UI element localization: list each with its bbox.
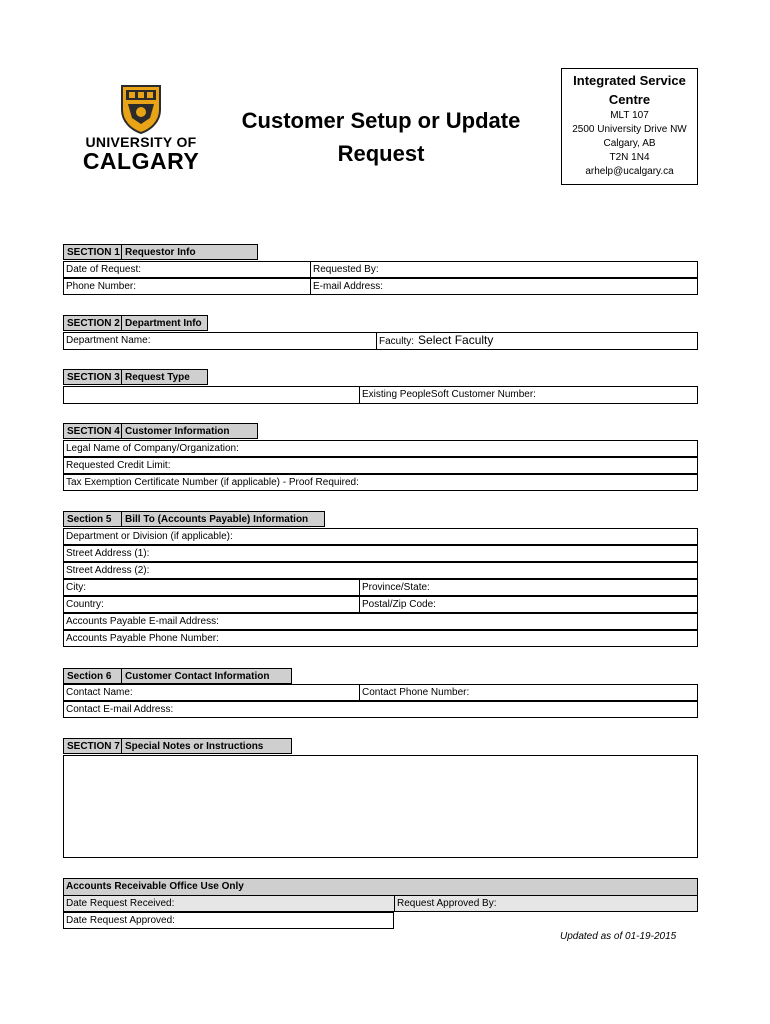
request-type-row: [63, 386, 698, 404]
tax-exemption-label: Tax Exemption Certificate Number (if applicable) - Proof Required:: [66, 477, 359, 488]
ar-approved-row: [63, 912, 394, 929]
contact-line1: MLT 107: [610, 110, 649, 121]
crest-icon: [120, 84, 162, 134]
contact-phone-field[interactable]: [359, 685, 697, 700]
contact-line4: T2N 1N4: [609, 152, 650, 163]
department-row: [63, 332, 698, 350]
city-field[interactable]: [64, 580, 359, 595]
logo-line2: CALGARY: [82, 148, 200, 174]
province-label: Province/State:: [362, 582, 430, 593]
updated-date: Updated as of 01-19-2015: [560, 931, 677, 942]
contact-heading-line1: Integrated Service: [573, 73, 686, 88]
email-address-field[interactable]: [310, 279, 697, 294]
date-of-request-field[interactable]: [64, 262, 310, 277]
contact-email[interactable]: arhelp@ucalgary.ca: [585, 166, 674, 177]
section3-name: Request Type: [125, 372, 190, 383]
section4-label: [63, 423, 258, 439]
section2-name: Department Info: [125, 318, 202, 329]
approved-by-field[interactable]: [394, 896, 697, 911]
department-division-label: Department or Division (if applicable):: [66, 531, 233, 542]
contact-email-row[interactable]: [63, 701, 698, 718]
phone-number-label: Phone Number:: [66, 281, 137, 292]
contact-name-field[interactable]: [64, 685, 359, 700]
section6-number: Section 6: [64, 669, 122, 683]
country-row: [63, 596, 698, 613]
email-address-label: E-mail Address:: [313, 281, 384, 292]
section6-label: [63, 668, 292, 684]
existing-customer-number-label: Existing PeopleSoft Customer Number:: [362, 389, 536, 400]
date-received-field[interactable]: [64, 896, 394, 911]
approved-by-label: Request Approved By:: [397, 898, 497, 909]
date-approved-field[interactable]: [64, 913, 393, 928]
section7-number: SECTION 7: [64, 739, 122, 753]
province-field[interactable]: [359, 580, 697, 595]
ap-email-row[interactable]: [63, 613, 698, 630]
ar-office-heading: Accounts Receivable Office Use Only: [63, 878, 698, 896]
section7-name: Special Notes or Instructions: [125, 741, 264, 752]
country-label: Country:: [66, 599, 104, 610]
street2-label: Street Address (2):: [66, 565, 150, 576]
date-approved-label: Date Request Approved:: [66, 915, 175, 926]
tax-exemption-row[interactable]: [63, 474, 698, 491]
contact-line2: 2500 University Drive NW: [572, 124, 687, 135]
section4-name: Customer Information: [125, 426, 230, 437]
section2-label: [63, 315, 208, 331]
request-type-field[interactable]: [64, 387, 359, 403]
section1-number: SECTION 1: [64, 245, 122, 259]
section1-name: Requestor Info: [125, 247, 196, 258]
section1-label: [63, 244, 258, 260]
contact-phone-label: Contact Phone Number:: [362, 687, 470, 698]
street2-row[interactable]: [63, 562, 698, 579]
section3-number: SECTION 3: [64, 370, 122, 384]
phone-row: [63, 278, 698, 295]
city-label: City:: [66, 582, 86, 593]
department-division-row[interactable]: [63, 528, 698, 545]
street1-label: Street Address (1):: [66, 548, 150, 559]
logo-line1: UNIVERSITY OF: [85, 134, 197, 150]
credit-limit-row[interactable]: [63, 457, 698, 474]
title-line1: Customer Setup or Update: [241, 108, 521, 133]
section7-label: [63, 738, 292, 754]
postal-field[interactable]: [359, 597, 697, 612]
phone-number-field[interactable]: [64, 279, 310, 294]
faculty-field[interactable]: [376, 333, 697, 349]
ap-phone-label: Accounts Payable Phone Number:: [66, 633, 219, 644]
date-of-request-label: Date of Request:: [66, 264, 142, 275]
section5-name: Bill To (Accounts Payable) Information: [125, 514, 309, 525]
postal-label: Postal/Zip Code:: [362, 599, 436, 610]
section3-label: [63, 369, 208, 385]
street1-row[interactable]: [63, 545, 698, 562]
section6-name: Customer Contact Information: [125, 671, 270, 682]
country-field[interactable]: [64, 597, 359, 612]
page-title: [240, 104, 522, 170]
contact-email-label: Contact E-mail Address:: [66, 704, 174, 715]
department-name-label: Department Name:: [66, 335, 151, 346]
city-row: [63, 579, 698, 596]
section5-number: Section 5: [64, 512, 122, 526]
faculty-label: Faculty:: [379, 336, 415, 347]
requested-by-field[interactable]: [310, 262, 697, 277]
credit-limit-label: Requested Credit Limit:: [66, 460, 171, 471]
faculty-select[interactable]: Select Faculty: [418, 333, 494, 347]
legal-name-label: Legal Name of Company/Organization:: [66, 443, 239, 454]
date-received-label: Date Request Received:: [66, 898, 175, 909]
contact-box: [561, 68, 698, 185]
section2-number: SECTION 2: [64, 316, 122, 330]
title-line2: Request: [337, 141, 425, 166]
contact-heading-line2: Centre: [608, 92, 651, 107]
special-notes-textarea[interactable]: [63, 755, 698, 858]
legal-name-row[interactable]: [63, 440, 698, 457]
contact-name-row: [63, 684, 698, 701]
ar-received-row: [63, 895, 698, 912]
contact-name-label: Contact Name:: [66, 687, 133, 698]
contact-line3: Calgary, AB: [603, 138, 656, 149]
ap-phone-row[interactable]: [63, 630, 698, 647]
date-of-request-row: [63, 261, 698, 278]
requested-by-label: Requested By:: [313, 264, 379, 275]
department-name-field[interactable]: [64, 333, 376, 349]
existing-customer-number-field[interactable]: [359, 387, 697, 403]
section5-label: [63, 511, 325, 527]
ap-email-label: Accounts Payable E-mail Address:: [66, 616, 219, 627]
section4-number: SECTION 4: [64, 424, 122, 438]
